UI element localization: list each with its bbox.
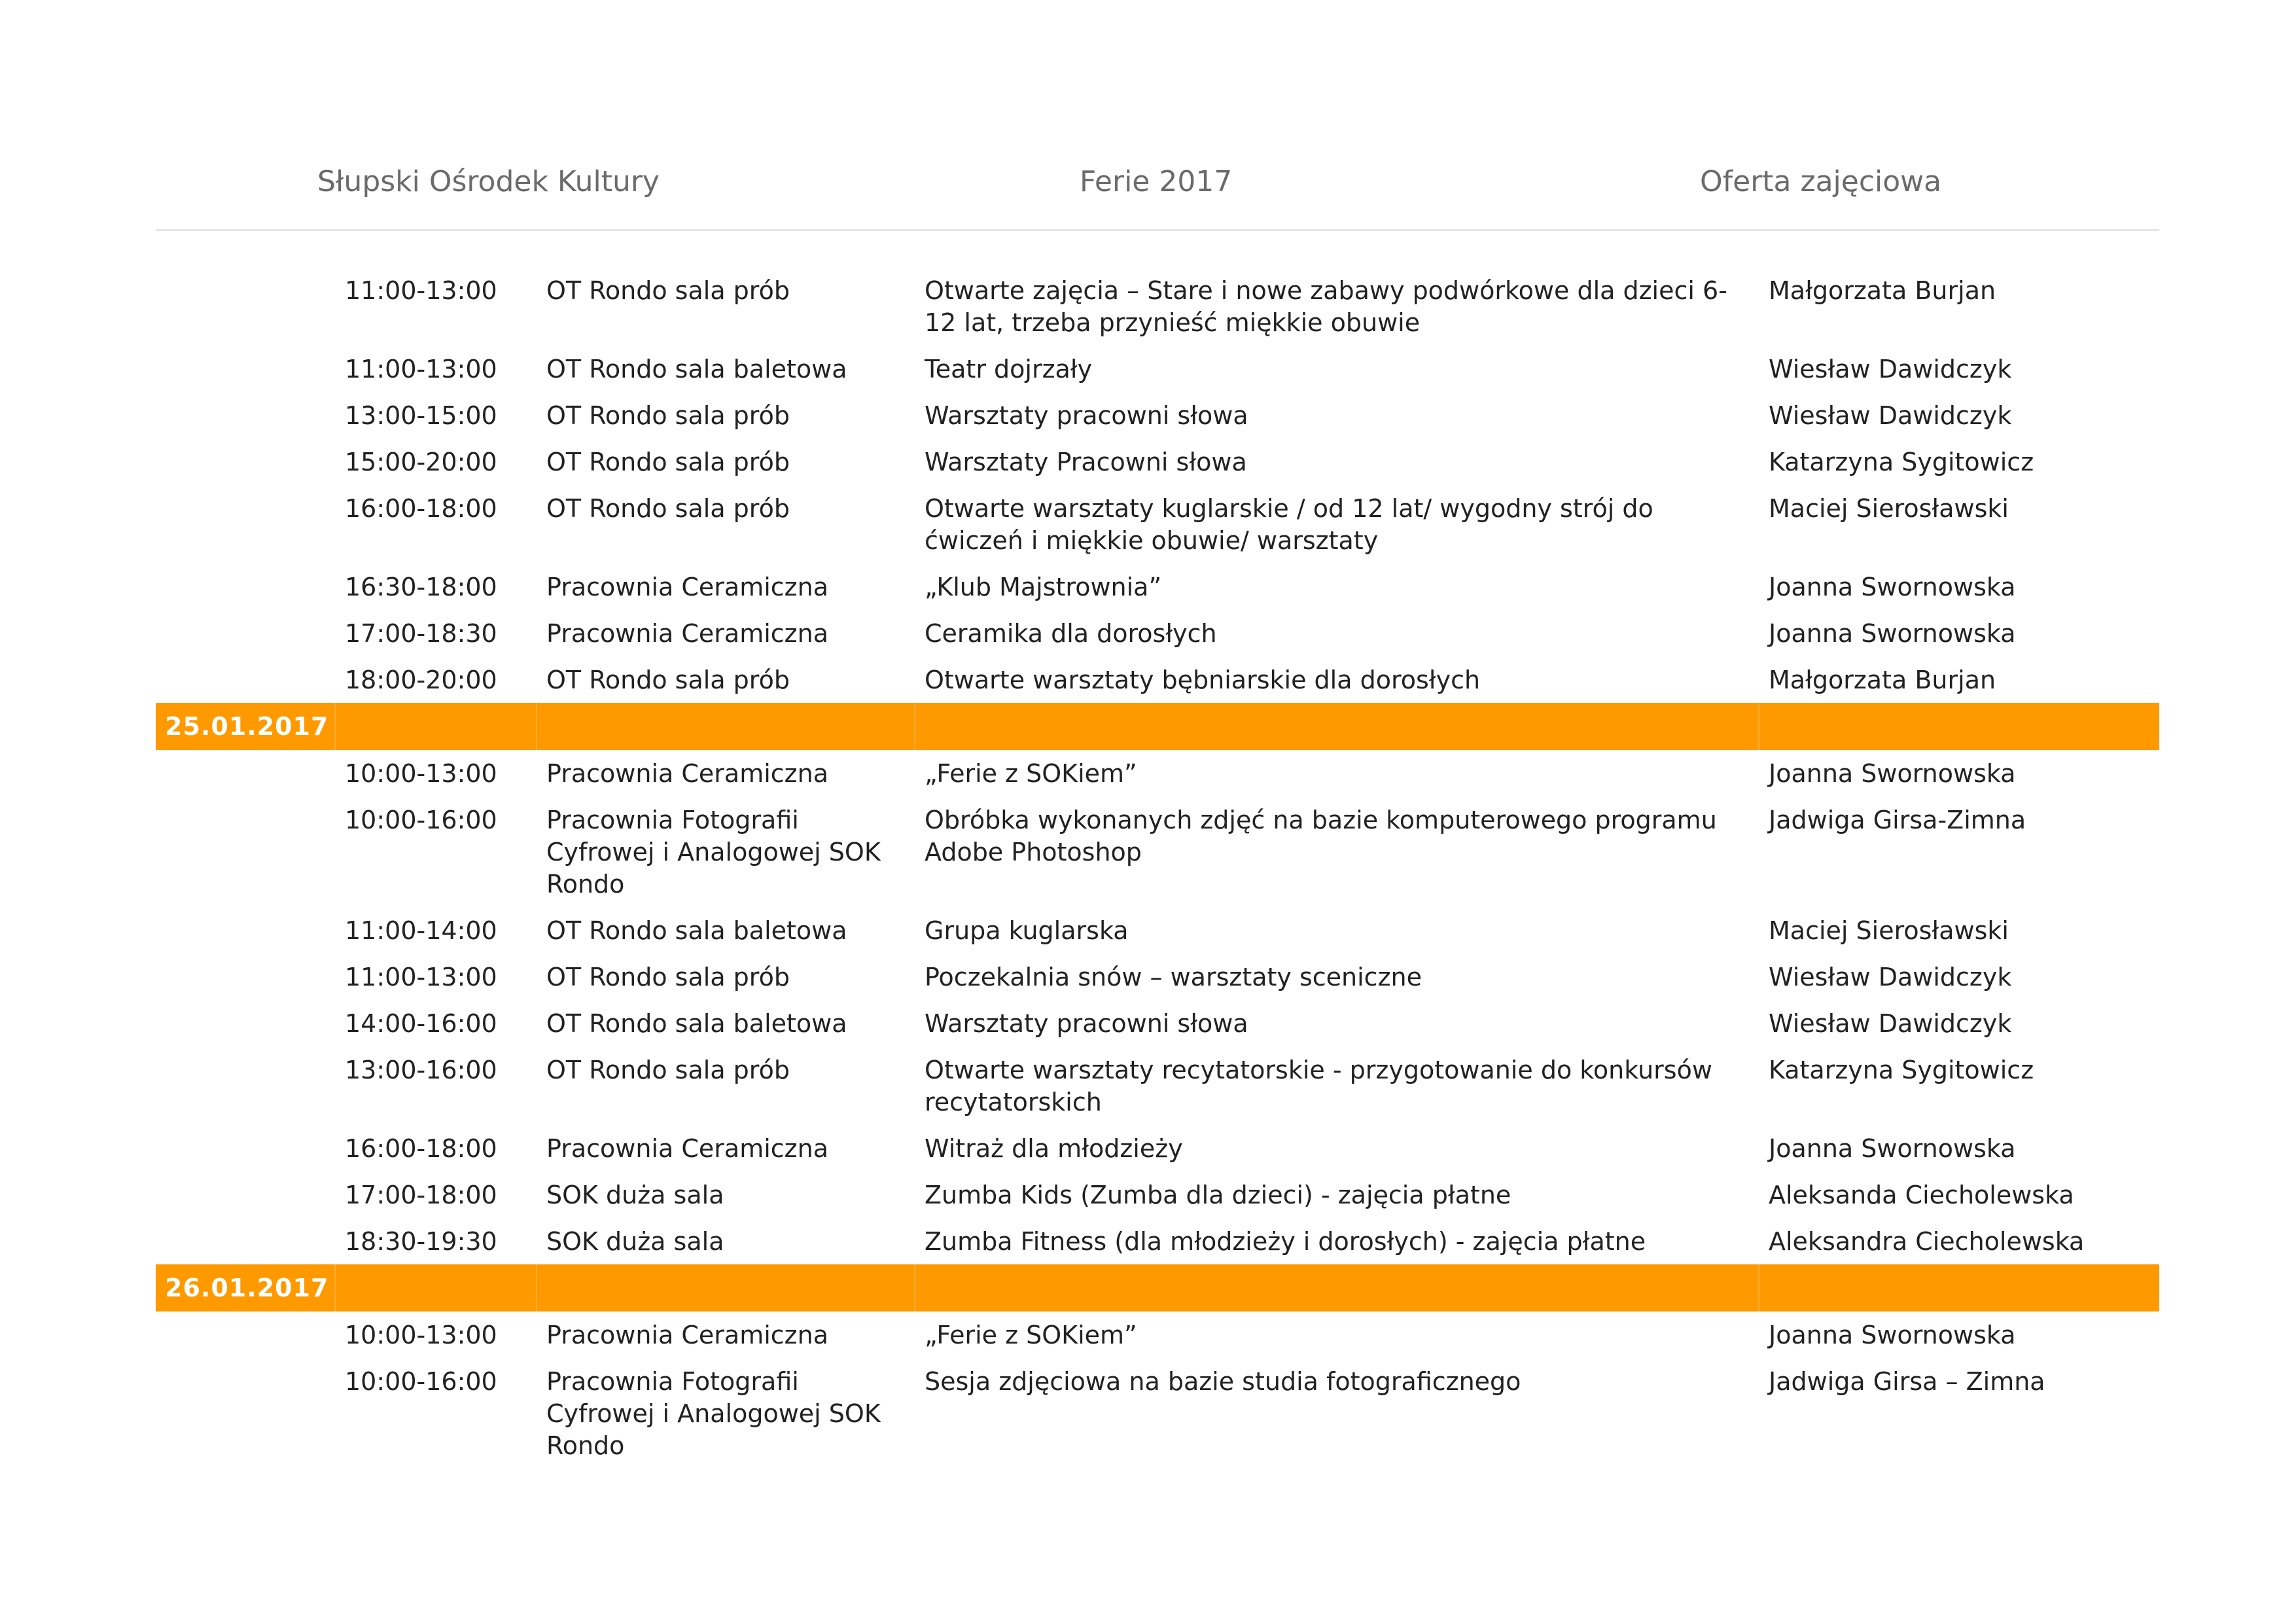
table-row [156, 267, 2159, 346]
leader-cell: Katarzyna Sygitowicz [1769, 448, 2034, 476]
place-cell: OT Rondo sala baletowa [546, 1009, 847, 1038]
table-row [156, 1125, 2159, 1171]
place-cell: Pracownia Ceramiczna [546, 573, 828, 601]
leader-cell: Wiesław Dawidczyk [1769, 401, 2012, 430]
table-row [156, 1000, 2159, 1046]
activity-cell: „Klub Majstrownia” [925, 573, 1162, 601]
leader-cell: Małgorzata Burjan [1769, 276, 1996, 305]
table-row [156, 796, 2159, 907]
time-cell: 16:30-18:00 [345, 573, 497, 601]
date-row-empty-cell [537, 703, 915, 750]
date-column-cell [156, 664, 336, 696]
time-cell: 13:00-15:00 [345, 401, 497, 430]
activity-cell: Warsztaty pracowni słowa [925, 401, 1248, 430]
activity-cell: „Ferie z SOKiem” [925, 1321, 1137, 1349]
activity-cell: Warsztaty Pracowni słowa [925, 448, 1247, 476]
activity-cell: „Ferie z SOKiem” [925, 759, 1137, 788]
leader-cell: Joanna Swornowska [1769, 1134, 2016, 1163]
header-divider [156, 229, 2159, 231]
place-cell: Pracownia Fotografii Cyfrowej i Analogowej SOK Rondo [546, 806, 881, 899]
leader-cell: Aleksanda Ciecholewska [1769, 1181, 2074, 1209]
table-row [156, 392, 2159, 438]
time-cell: 11:00-13:00 [345, 276, 497, 305]
activity-cell: Otwarte zajęcia – Stare i nowe zabawy podwórkowe dla dzieci 6-12 lat, trzeba przynieść miękkie obuwie [925, 276, 1727, 337]
place-cell: OT Rondo sala prób [546, 494, 790, 523]
time-cell: 10:00-13:00 [345, 1321, 497, 1349]
date-column-cell [156, 1054, 336, 1118]
activity-cell: Otwarte warsztaty recytatorskie - przygotowanie do konkursów recytatorskich [925, 1056, 1712, 1116]
leader-cell: Aleksandra Ciecholewska [1769, 1227, 2085, 1256]
place-cell: OT Rondo sala prób [546, 666, 790, 694]
time-cell: 15:00-20:00 [345, 448, 497, 476]
place-cell: OT Rondo sala prób [546, 276, 790, 305]
date-row-empty-cell [1759, 1264, 2159, 1311]
place-cell: OT Rondo sala prób [546, 448, 790, 476]
table-row [156, 954, 2159, 1000]
table-row [156, 438, 2159, 485]
activity-cell: Otwarte warsztaty bębniarskie dla dorosłych [925, 666, 1481, 694]
leader-cell: Joanna Swornowska [1769, 619, 2016, 648]
date-cell: 25.01.2017 [156, 703, 336, 750]
activity-cell: Teatr dojrzały [925, 355, 1093, 383]
activity-cell: Ceramika dla dorosłych [925, 619, 1217, 648]
date-column-cell [156, 618, 336, 650]
table-row [156, 1218, 2159, 1264]
time-cell: 10:00-16:00 [345, 1367, 497, 1396]
time-cell: 11:00-13:00 [345, 355, 497, 383]
leader-cell: Joanna Swornowska [1769, 1321, 2016, 1349]
date-column-cell [156, 400, 336, 432]
time-cell: 17:00-18:00 [345, 1181, 497, 1209]
date-row-empty-cell [1759, 703, 2159, 750]
date-column-cell [156, 353, 336, 385]
date-column-cell [156, 493, 336, 557]
activity-cell: Witraż dla młodzieży [925, 1134, 1183, 1163]
date-row-empty-cell [336, 1264, 537, 1311]
date-row-empty-cell [336, 703, 537, 750]
leader-cell: Małgorzata Burjan [1769, 666, 1996, 694]
date-column-cell [156, 1319, 336, 1351]
activity-cell: Sesja zdjęciowa na bazie studia fotograficznego [925, 1367, 1521, 1396]
date-column-cell [156, 1179, 336, 1211]
date-column-cell [156, 961, 336, 993]
activity-cell: Poczekalnia snów – warsztaty sceniczne [925, 963, 1422, 991]
place-cell: Pracownia Ceramiczna [546, 759, 828, 788]
activity-cell: Warsztaty pracowni słowa [925, 1009, 1248, 1038]
page-header [0, 162, 2296, 202]
time-cell: 16:00-18:00 [345, 1134, 497, 1163]
leader-cell: Jadwiga Girsa – Zimna [1769, 1367, 2045, 1396]
date-row-empty-cell [915, 703, 1759, 750]
header-title: Ferie 2017 [1080, 165, 1233, 198]
date-row [156, 1264, 2159, 1311]
leader-cell: Katarzyna Sygitowicz [1769, 1056, 2034, 1084]
date-row-empty-cell [537, 1264, 915, 1311]
schedule-table [156, 267, 2159, 1469]
table-row [156, 1171, 2159, 1218]
date-column-cell [156, 275, 336, 339]
table-row [156, 485, 2159, 563]
place-cell: OT Rondo sala baletowa [546, 355, 847, 383]
date-column-cell [156, 804, 336, 901]
header-organization: Słupski Ośrodek Kultury [317, 165, 660, 198]
place-cell: OT Rondo sala prób [546, 401, 790, 430]
time-cell: 17:00-18:30 [345, 619, 497, 648]
date-column-cell [156, 571, 336, 603]
activity-cell: Zumba Kids (Zumba dla dzieci) - zajęcia płatne [925, 1181, 1511, 1209]
date-column-cell [156, 1226, 336, 1258]
place-cell: SOK duża sala [546, 1181, 724, 1209]
header-subtitle: Oferta zajęciowa [1700, 165, 1942, 198]
time-cell: 11:00-13:00 [345, 963, 497, 991]
table-row [156, 907, 2159, 954]
place-cell: Pracownia Ceramiczna [546, 1134, 828, 1163]
time-cell: 16:00-18:00 [345, 494, 497, 523]
place-cell: OT Rondo sala prób [546, 963, 790, 991]
time-cell: 10:00-13:00 [345, 759, 497, 788]
place-cell: Pracownia Ceramiczna [546, 619, 828, 648]
time-cell: 14:00-16:00 [345, 1009, 497, 1038]
date-column-cell [156, 1366, 336, 1462]
leader-cell: Maciej Sierosławski [1769, 916, 2009, 945]
time-cell: 10:00-16:00 [345, 806, 497, 834]
table-row [156, 656, 2159, 703]
leader-cell: Wiesław Dawidczyk [1769, 963, 2012, 991]
table-row [156, 1358, 2159, 1469]
place-cell: Pracownia Ceramiczna [546, 1321, 828, 1349]
place-cell: OT Rondo sala prób [546, 1056, 790, 1084]
table-row [156, 750, 2159, 796]
time-cell: 18:00-20:00 [345, 666, 497, 694]
time-cell: 13:00-16:00 [345, 1056, 497, 1084]
table-row [156, 1311, 2159, 1358]
table-row [156, 1046, 2159, 1125]
time-cell: 11:00-14:00 [345, 916, 497, 945]
place-cell: OT Rondo sala baletowa [546, 916, 847, 945]
date-column-cell [156, 915, 336, 947]
leader-cell: Joanna Swornowska [1769, 573, 2016, 601]
activity-cell: Zumba Fitness (dla młodzieży i dorosłych) - zajęcia płatne [925, 1227, 1646, 1256]
table-row [156, 346, 2159, 392]
leader-cell: Wiesław Dawidczyk [1769, 355, 2012, 383]
date-row [156, 703, 2159, 750]
activity-cell: Obróbka wykonanych zdjęć na bazie komputerowego programu Adobe Photoshop [925, 806, 1717, 866]
leader-cell: Jadwiga Girsa-Zimna [1769, 806, 2026, 834]
activity-cell: Otwarte warsztaty kuglarskie / od 12 lat/ wygodny strój do ćwiczeń i miękkie obuwie/ warsztaty [925, 494, 1653, 555]
date-column-cell [156, 1008, 336, 1040]
leader-cell: Maciej Sierosławski [1769, 494, 2009, 523]
date-cell: 26.01.2017 [156, 1264, 336, 1311]
table-row [156, 563, 2159, 610]
activity-cell: Grupa kuglarska [925, 916, 1129, 945]
place-cell: SOK duża sala [546, 1227, 724, 1256]
leader-cell: Joanna Swornowska [1769, 759, 2016, 788]
leader-cell: Wiesław Dawidczyk [1769, 1009, 2012, 1038]
date-column-cell [156, 446, 336, 478]
table-row [156, 610, 2159, 656]
date-row-empty-cell [915, 1264, 1759, 1311]
time-cell: 18:30-19:30 [345, 1227, 497, 1256]
place-cell: Pracownia Fotografii Cyfrowej i Analogowej SOK Rondo [546, 1367, 881, 1460]
date-column-cell [156, 758, 336, 790]
date-column-cell [156, 1133, 336, 1165]
